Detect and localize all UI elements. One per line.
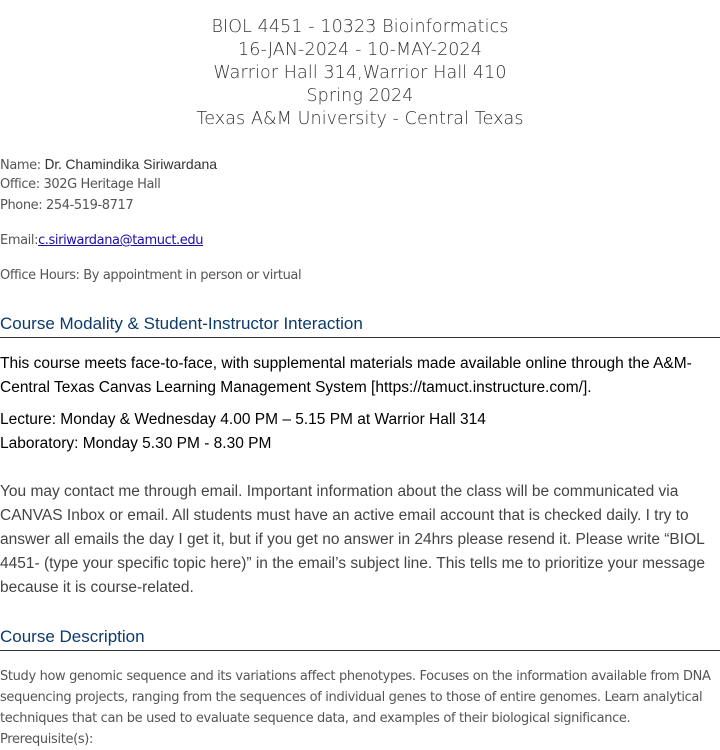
course-term: Spring 2024 [306,86,414,106]
description-text: Study how genomic sequence and its variations affect phenotypes. Focuses on the information available from DNA sequencing projects, ranging from the sequences of individual genes to those of entire genomes. Learn analytical techniques that can be used to evaluate sequence data, and examples of their biological significance. Prerequisite(s): [0,669,711,747]
email-link[interactable]: c.siriwardana@tamuct.edu [38,233,204,248]
office-hours-row [0,268,301,283]
office-hours-label: Office Hours: [0,268,80,283]
course-location: Warrior Hall 314,Warrior Hall 410 [213,63,507,83]
instructor-name: Chamindika Siriwardana [65,156,218,172]
course-header [0,0,720,131]
course-dates: 16-JAN-2024 - 10-MAY-2024 [237,40,483,60]
name-label: Name: [0,158,41,173]
instructor-name-row [0,156,217,173]
phone-value: 254-519-8717 [45,198,134,213]
office-label: Office: [0,177,40,192]
office-hours-value: By appointment in person or virtual [83,268,302,283]
modality-paragraph: This course meets face-to-face, with supplemental materials made available online through the A&M-Central Texas Canvas Learning Management System [https://tamuct.instructure.com/]. [0,355,692,396]
phone-row [0,198,133,213]
lecture-schedule: Lecture: Monday & Wednesday 4.00 PM – 5.15 PM at Warrior Hall 314 [0,411,486,428]
description-heading: Course Description [0,626,720,651]
email-label: Email: [0,233,39,248]
contact-paragraph: You may contact me through email. Important information about the class will be communicated via CANVAS Inbox or email. All students must have an active email account that is checked daily. I try to answer all emails the day I get it, but if you get no answer in 24hrs please resend it. Please write “BIOL 4451- (type your specific topic here)” in the email’s subject line. This tells me to prioritize your message because it is course-related. [0,483,705,596]
course-title: BIOL 4451 - 10323 Bioinformatics [211,17,509,37]
email-row [0,233,203,248]
phone-label: Phone: [0,198,43,213]
modality-heading: Course Modality & Student-Instructor Interaction [0,313,720,338]
office-row [0,177,160,192]
office-value: 302G Heritage Hall [43,177,161,192]
university-name: Texas A&M University - Central Texas [196,109,524,129]
lab-schedule: Laboratory: Monday 5.30 PM - 8.30 PM [0,435,272,452]
name-title: Dr. [44,158,62,173]
